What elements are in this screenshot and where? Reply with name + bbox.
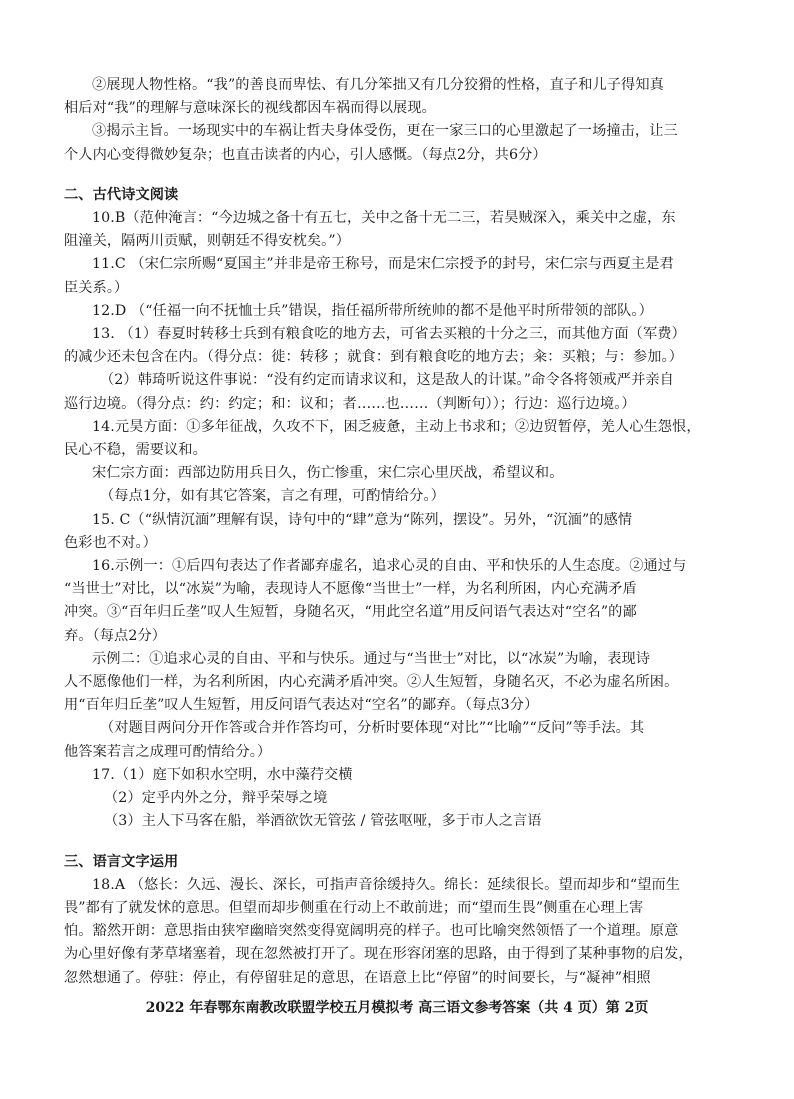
q12-line: 12.D （“任福一向不抚恤士兵”错误，指任福所带所统帅的都不是他平时所带领的部队。） — [92, 302, 653, 319]
part1-item2-line1: ②展现人物性格。“我”的善良而卑怯、有几分笨拙又有几分狡猾的性格，直子和儿子得知真 — [92, 77, 664, 93]
page-footer: 2022 年春鄂东南教改联盟学校五月模拟考 高三语文参考答案（共 4 页）第 2页 — [145, 1000, 649, 1016]
q16-note-line2: 他答案若言之成理可酌情给分。） — [64, 743, 272, 760]
q16-example1-line1: 16.示例一：①后四句表达了作者鄙弃虚名，追求心灵的自由、平和快乐的人生态度。②通过与 — [92, 558, 687, 575]
q13-1-line1: 13. （1）春夏时转移士兵到有粮食吃的地方去，可省去买粮的十分之三，而其他方面（军费） — [92, 326, 686, 343]
q13-2-line2: 巡行边境。（得分点：约：约定；和：议和；者……也……（判断句））；行边：巡行边境。） — [64, 395, 636, 412]
q13-2-line1: （2）韩琦听说这件事说：“没有约定而请求议和，这是敌人的计谋。”命令各将领戒严并亲自 — [100, 372, 674, 389]
q14-line4: （每点1分，如有其它答案，言之有理，可酌情给分。） — [100, 488, 445, 505]
q14-line3: 宋仁宗方面：西部边防用兵日久，伤亡惨重，宋仁宗心里厌战，希望议和。 — [92, 465, 564, 482]
q18-line1: 18.A （悠长：久远、漫长、深长，可指声音徐缓持久。绵长：延续很长。望而却步和“望而生 — [92, 876, 681, 893]
answer-content — [64, 74, 730, 990]
q11-line2: 臣关系。） — [64, 279, 129, 296]
q16-note-line1: （对题目两问分开作答或合并作答均可，分析时要体现“对比”“比喻”“反问”等手法。其 — [100, 720, 645, 737]
section3-heading: 三、语言文字运用 — [64, 853, 179, 870]
q18-line2: 畏”都有了就发怵的意思。但望而却步侧重在行动上不敢前进；而“望而生畏”侧重在心理上害 — [64, 899, 644, 916]
q15-line1: 15. C（“纵情沉湎”理解有误，诗句中的“肆”意为“陈列，摆设”。另外，“沉湎”的感情 — [92, 511, 633, 528]
q16-example2-line3: 用“百年归丘垄”叹人生短暂，用反问语气表达对“空名”的鄙弃。（每点3分） — [64, 697, 539, 714]
q17-answer-3: （3）主人下马客在船，举酒欲饮无管弦 / 管弦呕哑，多于市人之言语 — [104, 813, 542, 830]
q15-line2: 色彩也不对。） — [64, 534, 157, 551]
q10-line2: 阻潼关，隔两川贡赋，则朝廷不得安枕矣。”） — [64, 233, 351, 250]
q17-answer-2: （2）定乎内外之分，辩乎荣辱之境 — [104, 790, 328, 807]
q16-example1-line4: 弃。（每点2分） — [64, 627, 167, 644]
q16-example2-line2: 人不愿像他们一样，为名利所困，内心充满矛盾冲突。②人生短暂，身随名灭，不必为虚名所困。 — [64, 674, 679, 691]
q16-example1-line3: 冲突。③“百年归丘垄”叹人生短暂，身随名灭，“用此空名道”用反问语气表达对“空名”的鄙 — [64, 604, 637, 621]
q11-line1: 11.C （宋仁宗所赐“夏国主”并非是帝王称号，而是宋仁宗授予的封号，宋仁宗与西夏主是君 — [92, 256, 674, 273]
q18-line5: 忽然想通了。停驻：停止，有停留驻足的意思，在语意上比“停留”的时间要长，与“凝神”相照 — [64, 969, 651, 986]
q14-line1: 14.元昊方面：①多年征战，久攻不下，困乏疲惫，主动上书求和；②边贸暂停，羌人心生怨恨， — [92, 418, 701, 435]
section2-heading: 二、古代诗文阅读 — [64, 186, 179, 203]
q16-example1-line2: “当世士”对比，以“冰炭”为喻，表现诗人不愿像“当世士”一样，为名利所困，内心充满矛盾 — [64, 581, 637, 598]
q18-line3: 怕。豁然开朗：意思指由狭窄幽暗突然变得宽阔明亮的样子。也可比喻突然领悟了一个道理。原意 — [64, 923, 679, 940]
q17-answer-1: 17.（1）庭下如积水空明，水中藻荇交横 — [92, 766, 353, 783]
q16-example2-line1: 示例二：①追求心灵的自由、平和与快乐。通过与“当世士”对比，以“冰炭”为喻，表现诗 — [92, 650, 651, 667]
part1-item2-line2: 相后对“我”的理解与意味深长的视线都因车祸而得以展现。 — [64, 100, 436, 117]
q18-line4: 为心里好像有茅草堵塞着，现在忽然被打开了。现在形容闭塞的思路，由于得到了某种事物的启发， — [64, 946, 693, 963]
q14-line2: 民心不稳，需要议和。 — [64, 442, 207, 459]
part1-item3-line2: 个人内心变得微妙复杂；也直击读者的内心，引人感慨。（每点2分，共6分） — [64, 146, 547, 163]
q13-1-line2: 的减少还未包含在内。（得分点：徙：转移 ；就食：到有粮食吃的地方去；籴：买粮；与：参加。） — [64, 349, 684, 366]
part1-item3-line1: ③揭示主旨。一场现实中的车祸让哲夫身体受伤，更在一家三口的心里激起了一场撞击，让三 — [92, 123, 678, 140]
q10-line1: 10.B（范仲淹言：“今边城之备十有五七，关中之备十无二三，若昊贼深入，乘关中之虚，东 — [92, 210, 676, 227]
